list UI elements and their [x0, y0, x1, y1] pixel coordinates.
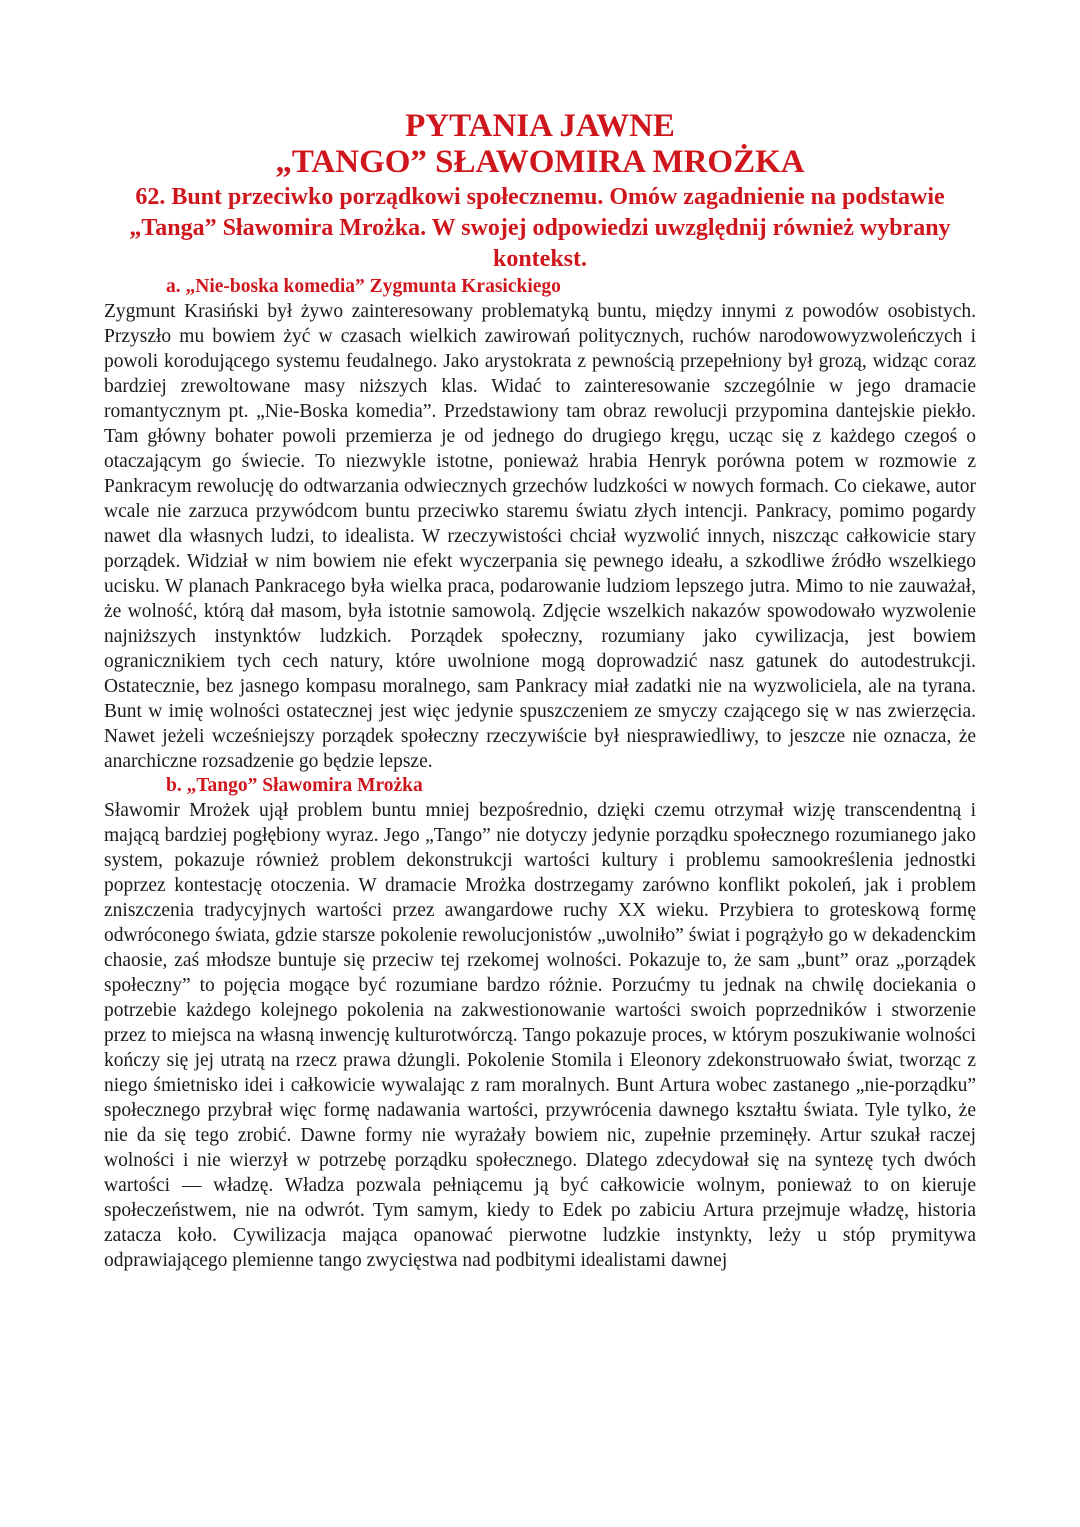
title-line-1: PYTANIA JAWNE — [405, 108, 675, 144]
section-b-paragraph: Sławomir Mrożek ujął problem buntu mniej bezpośrednio, dzięki czemu otrzymał wizję transcendentną i mającą bardziej pogłębiony wyraz. Jego „Tango” nie dotyczy jedynie porządku społecznego rozumianego jako system, pokazuje również problem dekonstrukcji wartości kultury i problemu samookreślenia jednostki poprzez kontestację otoczenia. W dramacie Mrożka dostrzegamy zarówno konflikt pokoleń, jak i problem zniszczenia tradycyjnych wartości przez awangardowe ruchy XX wieku. Przybiera to groteskową formę odwróconego świata, gdzie starsze pokolenie rewolucjonistów „uwolniło” świat i pogrążyło go w dekadenckim chaosie, zaś młodsze buntuje się przeciw tej rzekomej wolności. Pokazuje to, że sam „bunt” oraz „porządek społeczny” to pojęcia mogące być rozumiane bardzo różnie. Porzućmy tu jednak na chwilę dociekania o potrzebie każdego kolejnego pokolenia na zakwestionowanie wartości swoich poprzedników i stworzenie przez to miejsca na własną inwencję kulturotwórczą. Tango pokazuje proces, w którym poszukiwanie wolności kończy się jej utratą na rzecz prawa dżungli. Pokolenie Stomila i Eleonory zdekonstruowało świat, tworząc z niego śmietnisko idei i całkowicie wywalając z ram moralnych. Bunt Artura wobec zastanego „nie-porządku” społecznego przybrał więc formę nadawania wartości, przywrócenia dawnego kształtu świata. Tyle tylko, że nie da się tego zrobić. Dawne formy nie wyrażały bowiem nic, zupełnie przeminęły. Artur szukał raczej wolności i nie wierzył w potrzebę porządku społecznego. Dlatego zdecydował się na syntezę tych dwóch wartości — władzę. Władza pozwala pełniącemu ją być całkowicie wolnym, ponieważ to on kieruje społeczeństwem, nie na odwrót. Tym samym, kiedy to Edek po zabiciu Artura przejmuje władzę, historia zatacza koło. Cywilizacja mająca opanować pierwotne ludzkie instynkty, leży u stóp prymitywa odprawiającego plemienne tango zwycięstwa nad podbitymi idealistami dawnej — [104, 800, 976, 1271]
document-page — [104, 108, 976, 1273]
section-a — [104, 275, 976, 774]
document-title — [104, 108, 976, 180]
section-a-paragraph: Zygmunt Krasiński był żywo zainteresowany problematyką buntu, między innymi z powodów osobistych. Przyszło mu bowiem żyć w czasach wielkich zawirowań politycznych, ruchów narodowowyzwoleńczych i powoli korodującego systemu feudalnego. Jako arystokrata z pewnością przepełniony był grozą, widząc coraz bardziej zrewoltowane masy niższych klas. Widać to zainteresowanie szczególnie w jego dramacie romantycznym pt. „Nie-Boska komedia”. Przedstawiony tam obraz rewolucji przypomina dantejskie piekło. Tam główny bohater powoli przemierza je od jednego do drugiego kręgu, ucząc się z każdego czegoś o otaczającym go świecie. To niezwykle istotne, ponieważ hrabia Henryk porówna potem w rozmowie z Pankracym rewolucję do odtwarzania odwiecznych grzechów ludzkości w nowych formach. Co ciekawe, autor wcale nie zarzuca przywódcom buntu przeciwko staremu światu złych intencji. Pankracy, pomimo pogardy nawet dla własnych ludzi, to idealista. W rzeczywistości chciał wyzwolić innych, niszcząc całkowicie stary porządek. Widział w nim bowiem nie efekt wyczerpania się pewnego ideału, a szkodliwe źródło wszelkiego ucisku. W planach Pankracego była wielka praca, podarowanie ludziom lepszego jutra. Mimo to nie zauważał, że wolność, którą dał masom, była istotnie samowolą. Zdjęcie wszelkich nakazów spowodowało wyzwolenie najniższych instynktów ludzkich. Porządek społeczny, rozumiany jako cywilizacja, jest bowiem ogranicznikiem tych cech natury, które uwolnione mogą doprowadzić nasz gatunek do autodestrukcji. Ostatecznie, bez jasnego kompasu moralnego, sam Pankracy miał zadatki nie na wyzwoliciela, ale na tyrana. Bunt w imię wolności ostatecznej jest więc jedynie spuszczeniem ze smyczy czającego się w nas zwierzęcia. Nawet jeżeli wcześniejszy porządek społeczny rzeczywiście był niesprawiedliwy, to jeszcze nie oznacza, że anarchiczne rozsadzenie go będzie lepsze. — [104, 301, 976, 772]
section-b — [104, 774, 976, 1273]
section-a-heading: a. „Nie-boska komedia” Zygmunta Krasickiego — [166, 276, 561, 297]
question-heading: 62. Bunt przeciwko porządkowi społecznemu. Omów zagadnienie na podstawie „Tanga” Sławomira Mrożka. W swojej odpowiedzi uwzględnij również wybrany kontekst. — [129, 184, 951, 272]
title-line-2: „TANGO” SŁAWOMIRA MROŻKA — [275, 144, 805, 180]
section-b-heading: b. „Tango” Sławomira Mrożka — [166, 775, 423, 796]
